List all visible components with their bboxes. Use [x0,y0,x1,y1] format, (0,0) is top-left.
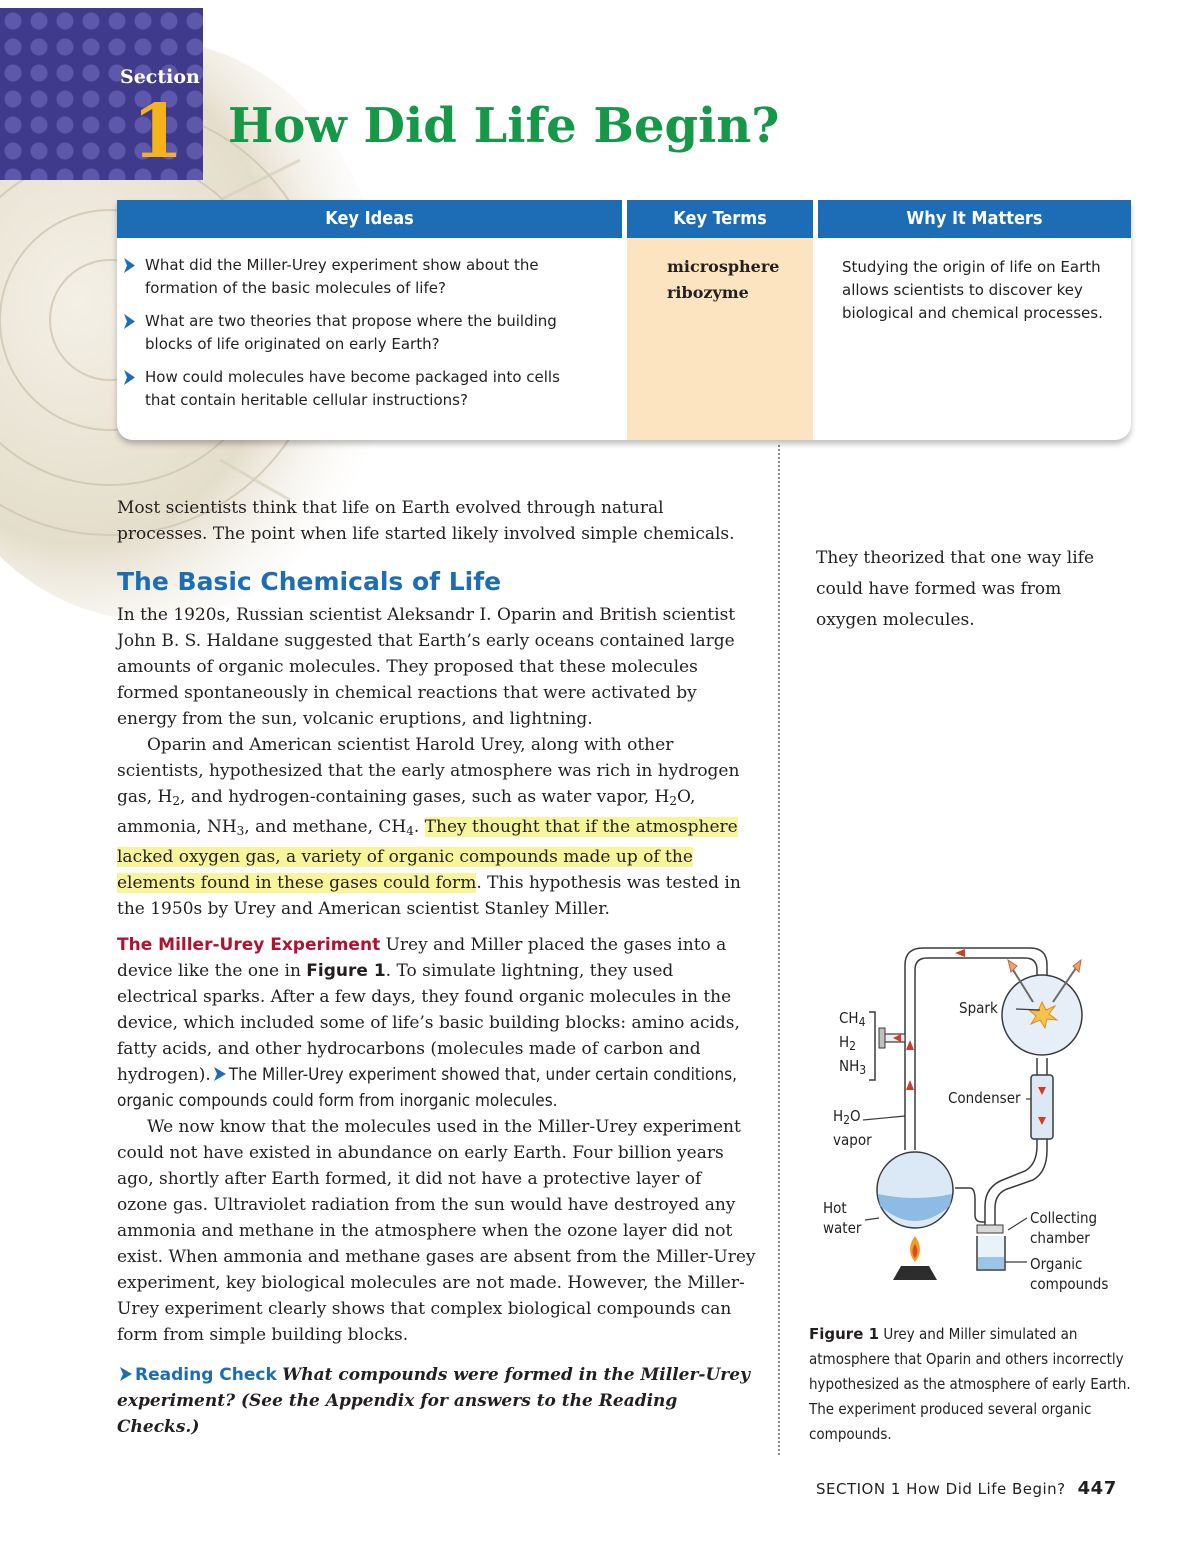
section-label: Section [120,66,200,88]
key-ideas-list [117,238,622,412]
figure-reference-link[interactable]: Figure 1 [306,961,386,981]
figure-1-caption: Figure 1 Urey and Miller simulated an atmosphere that Oparin and others incorrectly hypothesized as the atmosphere of early Earth. The experiment produced several organic compounds. [809,1325,1131,1443]
reading-check [117,1362,757,1440]
why-it-matters-text: Studying the origin of life on Earth allows scientists to discover key biological and chemical processes. [842,258,1103,322]
key-idea-item [145,254,622,300]
why-it-matters-heading: Why It Matters [818,200,1131,238]
subheading-miller-urey: The Miller-Urey Experiment [117,935,381,955]
reading-check-question: What compounds were formed in the Miller-Urey experiment? (See the Appendix for answers to the Reading Checks.) [117,1365,750,1437]
paragraph-urey-hypothesis: Oparin and American scientist Harold Urey, along with other scientists, hypothesized that the early atmosphere was rich in hydrogen gas, $H_2$, and hydrogen-containing gases, such as water vapor, $H_2O$, ammonia, $NH_3$, and methane, $CH_4$. They thought that if the atmosphere lacked oxygen gas, a variety of organic compounds made up of the elements found in these gases could form. This hypothesis was tested in the 1950s by Urey and American scientist Stanley Miller. [117,735,741,919]
label-ch4: $CH_4$ [839,1009,866,1029]
column-divider [778,445,780,1455]
paragraph-miller-urey: The Miller-Urey Experiment Urey and Miller placed the gases into a device like the one in Figure 1. To simulate lightning, they used electrical sparks. After a few days, they found organic molecules in the device, which included some of life’s basic building blocks: amino acids, fatty acids, and other hydrocarbons (molecules made of carbon and hydrogen). The Miller-Urey experiment showed that, under certain conditions, organic compounds could form from inorganic molecules. [117,935,740,1111]
label-collecting-chamber: Collecting chamber [1030,1209,1098,1247]
reading-check-arrow-icon [117,1366,135,1382]
chevron-right-icon [121,257,138,274]
key-idea-text: What are two theories that propose where the building blocks of life originated on early Earth? [145,312,557,353]
reading-check-label: Reading Check [135,1365,277,1385]
label-nh3: $NH_3$ [839,1057,867,1077]
key-ideas-box [117,200,1131,440]
section-heading-basic-chemicals: The Basic Chemicals of Life [117,567,502,596]
key-ideas-heading: Key Ideas [117,200,622,238]
label-h2o-vapor: $H_2O$ vapor [833,1107,872,1149]
chevron-right-icon [121,369,138,386]
caption-title: Figure 1 [809,1325,880,1343]
label-spark: Spark [959,999,998,1017]
paragraph-ozone: We now know that the molecules used in the Miller-Urey experiment could not have existed in abundance on early Earth. Four billion years ago, shortly after Earth formed, it did not have a protective layer of ozone gas. Ultraviolet radiation from the sun would have destroyed any ammonia and methane in the atmosphere when the ozone layer did not exist. When ammonia and methane gases are absent from the Miller-Urey experiment, key biological molecules are not made. However, the Miller-Urey experiment clearly shows that complex biological compounds can form from simple building blocks. [117,1117,756,1345]
key-idea-text: What did the Miller-Urey experiment show about the formation of the basic molecules of life? [145,256,539,297]
figure-1-apparatus [805,940,1145,1310]
key-idea-text: How could molecules have become packaged into cells that contain heritable cellular instructions? [145,368,560,409]
highlighted-text: They thought that if the atmosphere lacked oxygen gas, a variety of organic compounds made up of the elements found in these gases could form [117,817,738,893]
why-it-matters-column [818,200,1131,440]
page-number: 447 [1077,1478,1117,1499]
page-title: How Did Life Begin? [228,98,780,154]
running-head: SECTION 1 How Did Life Begin? [816,1480,1066,1498]
key-terms-column [627,200,813,440]
key-ideas-column [117,200,622,440]
paragraph-oparin-haldane: In the 1920s, Russian scientist Aleksandr I. Oparin and British scientist John B. S. Haldane suggested that Earth’s early oceans contained large amounts of organic molecules. They proposed that these molecules formed spontaneously in chemical reactions that were activated by energy from the sun, volcanic eruptions, and lightning. [117,605,736,729]
intro-paragraph: Most scientists think that life on Earth evolved through natural processes. The point when life started likely involved simple chemicals. [117,498,735,544]
section-number: 1 [132,89,184,175]
key-terms-list [627,238,813,306]
margin-note: They theorized that one way life could have formed was from oxygen molecules. [816,548,1095,630]
key-term[interactable]: ribozyme [667,283,749,302]
label-h2: $H_2$ [839,1033,857,1053]
key-idea-arrow-icon [211,1066,229,1082]
key-terms-heading: Key Terms [627,200,813,238]
key-idea-sentence: The Miller-Urey experiment showed that, under certain conditions, organic compounds could form from inorganic molecules. [117,1065,737,1111]
label-organic-compounds: Organic compounds [1030,1255,1109,1293]
key-idea-item [145,366,622,412]
label-condenser: Condenser [948,1089,1021,1107]
page-footer [816,1478,1117,1499]
chevron-right-icon [121,313,138,330]
key-idea-item [145,310,622,356]
main-text-column [117,495,757,1440]
label-hot-water: Hot water [823,1199,862,1237]
key-term[interactable]: microsphere [667,257,780,276]
